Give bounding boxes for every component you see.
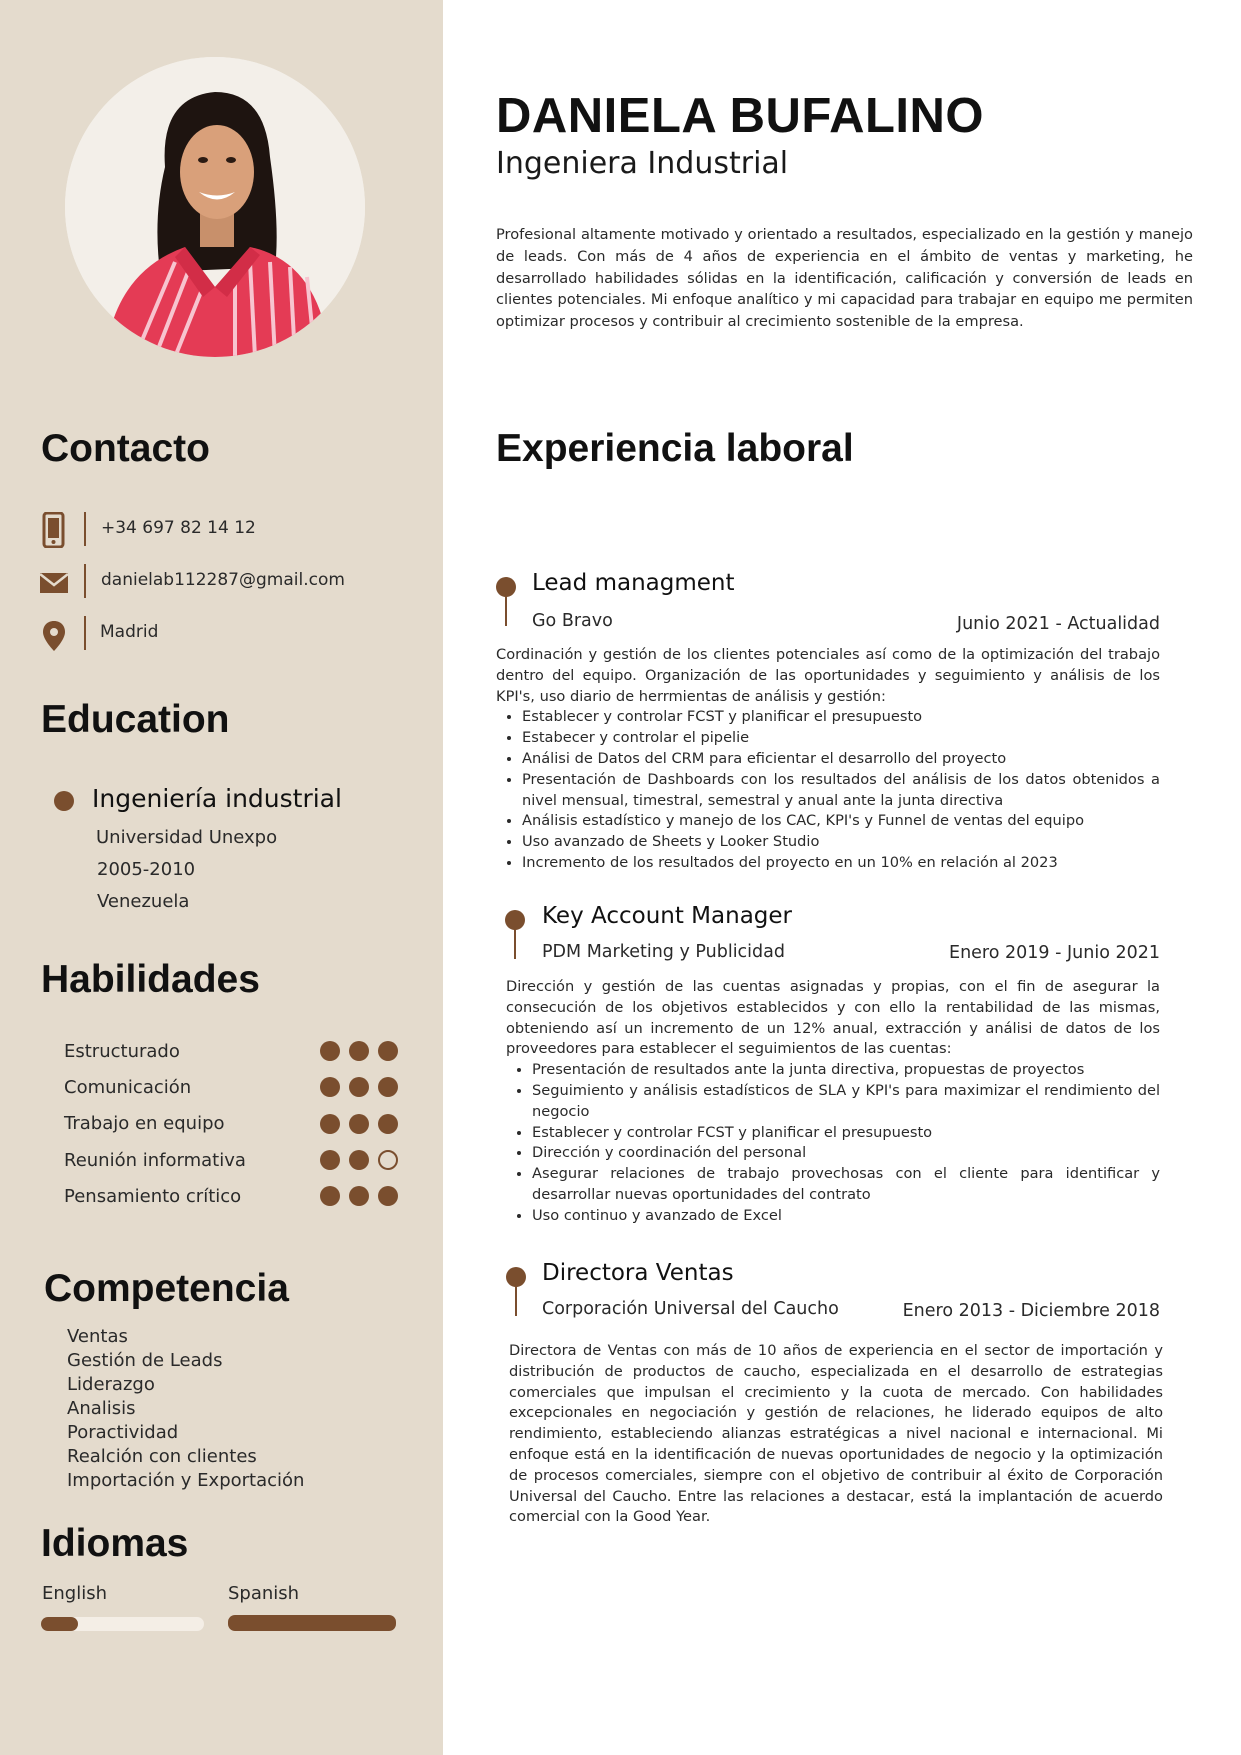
job-bullet: • Análisi de Datos del CRM para eficientar el desarrollo del proyecto [522,749,1160,770]
education-school: Universidad Unexpo [96,827,278,848]
job-description-1: Cordinación y gestión de los clientes potenciales así como de la optimización del trabajo dentro del equipo. Organización de las oportunidades y seguimiento y análisis de los KPI's, uso diario de herrmientas de análisis y gestión: [496,646,1160,705]
job-dates-1: Junio 2021 - Actualidad [956,614,1160,634]
contact-divider [84,512,86,546]
person-portrait-illustration [65,57,365,357]
job-bullet: • Estabecer y controlar el pipelie [522,728,1160,749]
timeline-pin-stem [505,596,507,626]
competencias-list [67,1325,304,1493]
language-bar-fill [41,1617,78,1631]
education-bullet [54,791,74,811]
competencia-item: Ventas [67,1326,128,1347]
competencia-item: Poractividad [67,1422,179,1443]
rating-dot-filled [320,1077,340,1097]
language-bar-english [41,1617,204,1631]
job-bullet: • Dirección y coordinación del personal [532,1143,1160,1164]
timeline-pin [505,910,525,930]
skill-rating [311,1186,398,1206]
skill-row [64,1033,394,1069]
phone-icon [42,512,68,546]
job-bullets-2 [506,1060,1160,1226]
rating-dot-filled [320,1150,340,1170]
rating-dot-filled [349,1077,369,1097]
job-bullet: • Incremento de los resultados del proyecto en un 10% en relación al 2023 [522,853,1160,874]
skills-heading: Habilidades [41,958,260,1001]
job-bullet: • Uso avanzado de Sheets y Looker Studio [522,832,1160,853]
language-bar-spanish [228,1615,396,1631]
job-bullet: • Establecer y controlar FCST y planificar el presupuesto [522,707,1160,728]
rating-dot-filled [320,1041,340,1061]
skill-rating [311,1150,398,1170]
rating-dot-filled [378,1041,398,1061]
job-bullet: • Establecer y controlar FCST y planificar el presupuesto [532,1123,1160,1144]
language-label-english: English [42,1583,107,1604]
skill-label: Pensamiento crítico [64,1185,242,1207]
job-company-2: PDM Marketing y Publicidad [542,942,785,962]
skills-list [64,1033,394,1214]
rating-dot-filled [349,1041,369,1061]
language-label-spanish: Spanish [228,1583,300,1604]
rating-dot-filled [378,1114,398,1134]
job-description-2: Dirección y gestión de las cuentas asignadas y propias, con el fin de asegurar la consecución de los objetivos establecidos y con ello la rentabilidad de las mismas, obteniendo así un incremento de un 12% anual, extracción y análisi de datos de los proveedores para establecer el seguimientos de las cuentas: [506,978,1160,1058]
job-title-1: Lead managment [532,570,735,596]
job-bullet: • Asegurar relaciones de trabajo provechosas con el cliente para identificar y desarrollar nuevas oportunidades del contrato [532,1164,1160,1206]
rating-dot-filled [349,1186,369,1206]
rating-dot-filled [320,1186,340,1206]
email-address[interactable]: danielab112287@gmail.com [101,570,345,590]
job-company-3: Corporación Universal del Caucho [542,1299,839,1319]
skill-rating [311,1077,398,1097]
competencia-item: Analisis [67,1398,136,1419]
job-title-3: Directora Ventas [542,1260,734,1286]
contact-divider [84,564,86,598]
skill-rating [311,1041,398,1061]
location: Madrid [100,622,159,642]
job-dates-3: Enero 2013 - Diciembre 2018 [902,1301,1160,1321]
profile-photo [65,57,365,357]
skill-rating [311,1114,398,1134]
competencia-item: Liderazgo [67,1374,155,1395]
education-years: 2005-2010 [97,859,196,880]
job-dates-2: Enero 2019 - Junio 2021 [949,943,1160,963]
rating-dot-filled [378,1186,398,1206]
skill-label: Reunión informativa [64,1149,246,1171]
mail-icon [39,572,69,594]
education-heading: Education [41,698,230,741]
profile-summary: Profesional altamente motivado y orientado a resultados, especializado en la gestión y manejo de leads. Con más de 4 años de experiencia en el ámbito de ventas y marketing, he desarrollado habilidades sólidas en la identificación, calificación y conversión de leads en clientes potenciales. Mi enfoque analítico y mi capacidad para trabajar en equipo me permiten optimizar procesos y contribuir al crecimiento sostenible de la empresa. [496,226,1193,331]
job-title: Ingeniera Industrial [496,146,789,181]
job-bullets-1 [496,707,1160,873]
job-description-3: Directora de Ventas con más de 10 años de experiencia en el sector de importación y distribución de productos de caucho, especializada en el desarrollo de estrategias comerciales que impulsan el crecimiento y la cuota de mercado. Con habilidades excepcionales en negociación y gestión de relaciones, he liderado equipos de alto rendimiento, estableciendo alianzas estratégicas a nivel nacional e internacional. Mi enfoque está en la identificación de nuevas oportunidades de negocio y la optimización de procesos comerciales, siempre con el objetivo de contribuir al éxito de Corporación Universal del Caucho. Entre las relaciones a destacar, está la implantación de acuerdo comercial con la Good Year. [509,1342,1163,1526]
skill-row [64,1178,394,1214]
education-country: Venezuela [97,891,190,912]
location-pin-icon [42,620,66,652]
timeline-pin-stem [515,1286,517,1316]
job-bullet: • Presentación de resultados ante la junta directiva, propuestas de proyectos [532,1060,1160,1081]
skill-label: Estructurado [64,1040,180,1062]
contact-heading: Contacto [41,427,210,470]
phone-number: +34 697 82 14 12 [101,518,256,538]
timeline-pin [506,1267,526,1287]
skill-row [64,1106,394,1142]
rating-dot-empty [378,1150,398,1170]
language-bar-fill [228,1615,396,1631]
person-name: DANIELA BUFALINO [496,89,984,143]
job-details-2 [506,977,1160,1227]
rating-dot-filled [349,1150,369,1170]
languages-heading: Idiomas [41,1522,189,1565]
experience-heading: Experiencia laboral [496,427,854,470]
skill-row [64,1142,394,1178]
job-bullet: • Presentación de Dashboards con los resultados del análisis de los datos obtenidos a nivel mensual, timestral, semestral y anual ante la junta directiva [522,770,1160,812]
job-details-1 [496,645,1160,874]
job-bullet: • Uso continuo y avanzado de Excel [532,1206,1160,1227]
timeline-pin [496,577,516,597]
skill-label: Trabajo en equipo [64,1113,225,1135]
job-company-1: Go Bravo [532,611,613,631]
rating-dot-filled [378,1077,398,1097]
competencia-item: Gestión de Leads [67,1350,223,1371]
education-degree: Ingeniería industrial [92,784,342,813]
contact-divider [84,616,86,650]
job-bullet: • Análisis estadístico y manejo de los CAC, KPI's y Funnel de ventas del equipo [522,811,1160,832]
rating-dot-filled [349,1114,369,1134]
timeline-pin-stem [514,929,516,959]
rating-dot-filled [320,1114,340,1134]
skill-row [64,1069,394,1105]
skill-label: Comunicación [64,1076,192,1098]
competencias-heading: Competencia [44,1267,289,1310]
competencia-item: Importación y Exportación [67,1470,305,1491]
job-bullet: • Seguimiento y análisis estadísticos de SLA y KPI's para maximizar el rendimiento del negocio [532,1081,1160,1123]
competencia-item: Realción con clientes [67,1446,257,1467]
job-title-2: Key Account Manager [542,903,793,929]
